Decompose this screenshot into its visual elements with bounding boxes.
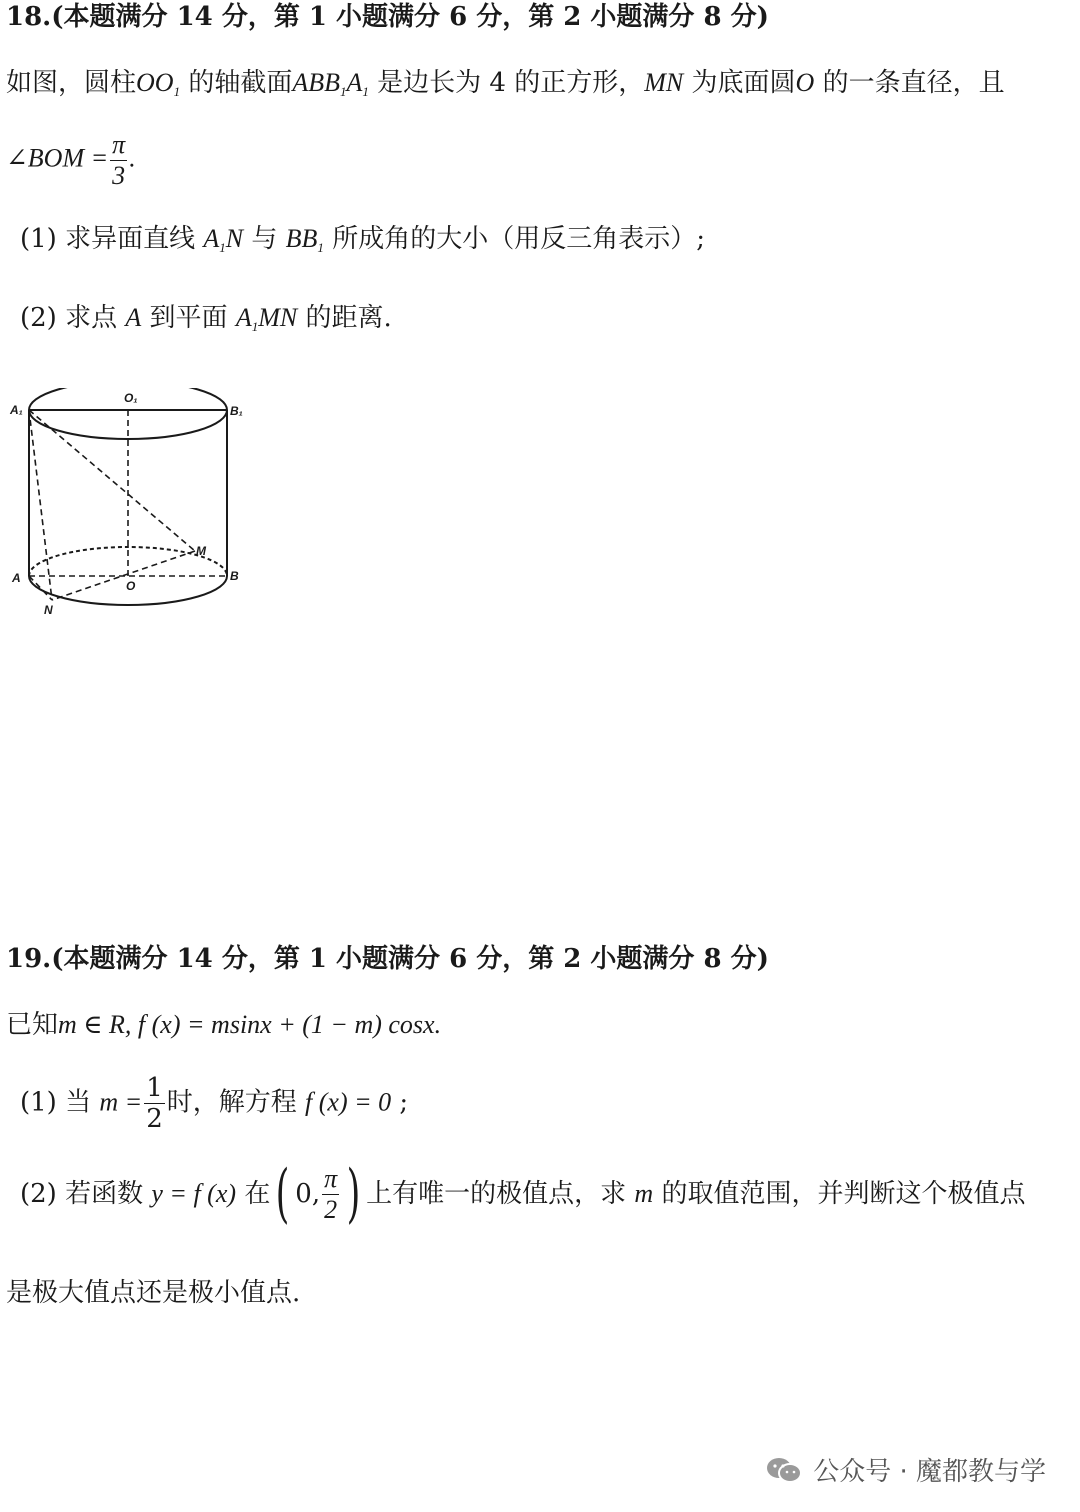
q18-part1-text-c: 所成角的大小（用反三角表示）; — [332, 224, 705, 254]
q18-part1-line-bb1: $BB_1$ — [285, 224, 324, 255]
label-m: M — [196, 544, 206, 558]
label-a1: A₁ — [10, 403, 23, 417]
q19-part2-text-b: 在 — [244, 1178, 271, 1209]
q18-part2-plane: $A_1MN$ — [235, 303, 298, 334]
q19-part2-fraction: $\frac{\pi}{2}$ — [324, 1164, 338, 1225]
segment-an — [29, 576, 52, 600]
q19-part1-fraction: $\frac{1}{2}$ — [146, 1073, 163, 1134]
q19-part2-continued: 是极大值点还是极小值点. — [6, 1278, 301, 1308]
footer-text: 公众号 · 魔都教与学 — [813, 1457, 1046, 1487]
q18-intro-text-b: 的轴截面 — [188, 68, 293, 98]
q19-part1-text-c: ; — [399, 1087, 409, 1118]
q18-diameter-label: MN — [644, 68, 684, 97]
q18-angle-fraction: $\frac{\pi}{3}$ — [112, 130, 126, 190]
q18-angle-lhs: ∠BOM = — [6, 143, 109, 173]
q18-part1-text-b: 与 — [251, 224, 278, 254]
q19-part1-text-a: (1) 当 — [20, 1087, 92, 1118]
q19-part1-equation: f (x) = 0 — [305, 1087, 392, 1117]
q18-intro-text-a: 如图，圆柱 — [6, 68, 137, 98]
q18-intro-text-d: 为底面圆 — [691, 68, 796, 98]
q18-part2-point-a: A — [125, 303, 142, 332]
q18-part2-text-c: 的距离. — [305, 303, 392, 333]
q19-given-text: 已知 — [6, 1010, 59, 1040]
q18-part2 — [20, 303, 392, 334]
q19-header: 19.(本题满分 14 分，第 1 小题满分 6 分，第 2 小题满分 8 分) — [6, 944, 769, 974]
label-b: B — [230, 569, 239, 583]
label-n: N — [44, 603, 53, 617]
cylinder-diagram — [8, 388, 248, 618]
q19-part2 — [20, 1157, 1026, 1231]
label-o1: O₁ — [124, 391, 138, 405]
q18-axis-label: $OO_1$ — [136, 68, 181, 99]
q19-part2-close-paren: ) — [346, 1157, 361, 1231]
q18-intro-text-c: 是边长为 4 的正方形， — [377, 68, 645, 98]
q18-part2-text-b: 到平面 — [149, 303, 228, 333]
q19-part1 — [20, 1075, 408, 1132]
label-b1: B₁ — [230, 404, 243, 418]
q19-given — [6, 1012, 441, 1038]
q18-section-label: $ABB_1A_1$ — [292, 68, 369, 99]
q19-part2-text-d: 的取值范围，并判断这个极值点 — [661, 1178, 1026, 1209]
label-o: O — [126, 579, 136, 593]
q19-part2-open-paren: ( — [275, 1157, 290, 1231]
q18-intro-text-e: 的一条直径，且 — [822, 68, 1005, 98]
q19-part2-m: m — [634, 1178, 654, 1208]
q19-part2-function: y = f (x) — [151, 1178, 237, 1208]
label-a: A — [12, 571, 21, 585]
q18-part2-text-a: (2) 求点 — [20, 303, 118, 333]
q18-header: 18.(本题满分 14 分，第 1 小题满分 6 分，第 2 小题满分 8 分) — [6, 2, 769, 32]
segment-a1n — [29, 410, 52, 600]
cylinder-figure — [8, 388, 248, 618]
q18-angle-condition: ∠BOM = $\frac{\pi}{3}$ . — [6, 130, 136, 190]
wechat-icon — [765, 1456, 803, 1484]
q18-part1-text-a: (1) 求异面直线 — [20, 224, 196, 254]
q19-part2-text-a: (2) 若函数 — [20, 1178, 144, 1209]
q19-part2-interval-start: 0, — [295, 1178, 321, 1209]
segment-a1m — [29, 410, 195, 551]
q18-part1-line-a1n: $A_1N$ — [203, 224, 244, 255]
q19-part1-text-b: 时，解方程 — [166, 1087, 297, 1118]
q18-intro — [6, 68, 1005, 99]
q18-part1 — [20, 224, 705, 255]
q19-part2-text-c: 上有唯一的极值点，求 — [366, 1178, 627, 1209]
q19-part1-m: m = — [99, 1087, 143, 1117]
q18-center-label: O — [795, 68, 815, 97]
footer-watermark — [765, 1451, 1046, 1488]
q19-function-definition: m ∈ R, f (x) = msinx + (1 − m) cosx. — [58, 1010, 442, 1039]
